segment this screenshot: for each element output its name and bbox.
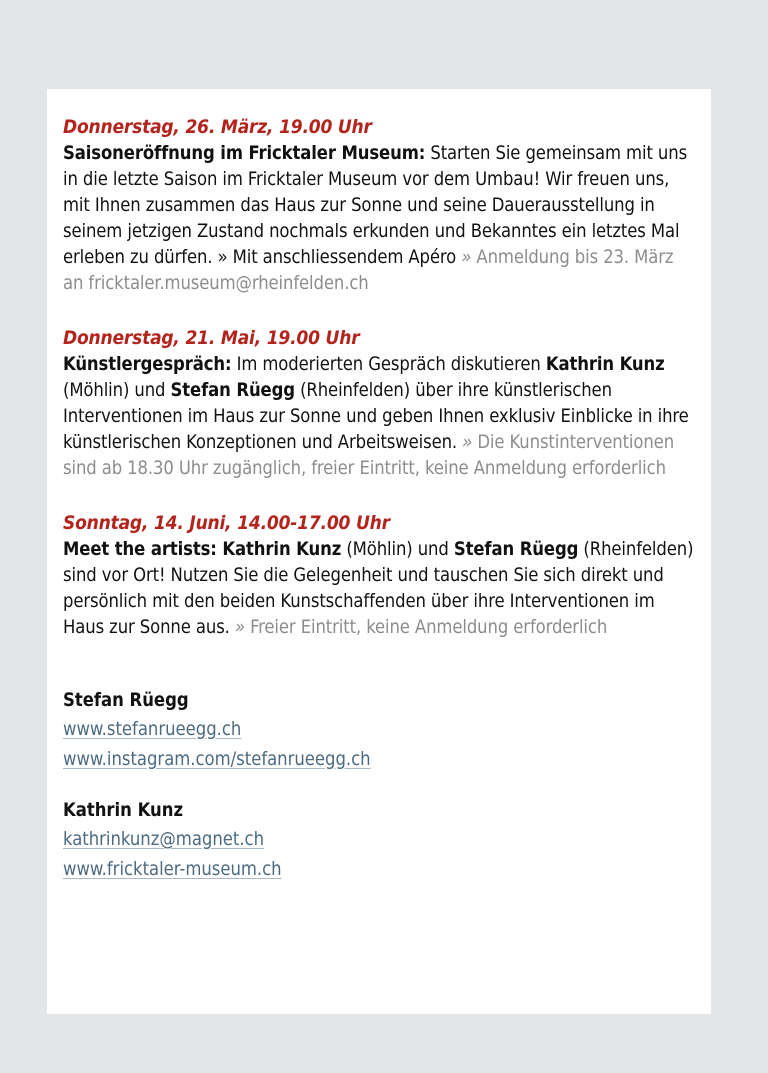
event-text: Im moderierten Gespräch diskutieren [231, 354, 546, 376]
note-text: Anmeldung bis 23. März an fricktaler.museum@rheinfelden.ch [63, 246, 674, 294]
artist-name: Stefan Rüegg [170, 380, 295, 402]
event-description [63, 537, 695, 641]
event-saisoneroeffnung [63, 114, 695, 296]
email-link[interactable]: kathrinkunz@magnet.ch [63, 828, 265, 850]
event-title: Künstlergespräch: [63, 354, 232, 376]
contact-kathrin-kunz [63, 797, 695, 885]
contact-name: Kathrin Kunz [63, 799, 184, 821]
event-text: (Rheinfelden) sind vor Ort! Nutzen Sie die Gelegenheit und tauschen Sie sich direkt und persönlich mit den beiden Kunstschaffenden über ihre Interventionen im Haus zur Sonne aus. [63, 538, 694, 638]
event-text: (Rheinfelden) über ihre künstlerischen Interventionen im Haus zur Sonne und geben Ihnen exklusiv Einblicke in ihre künstlerischen Konzeptionen und Arbeitsweisen. [63, 380, 689, 454]
event-meet-the-artists [63, 510, 695, 641]
note-text: Freier Eintritt, keine Anmeldung erforderlich [245, 616, 608, 638]
event-date: Donnerstag, 26. März, 19.00 Uhr [63, 116, 372, 138]
event-date: Donnerstag, 21. Mai, 19.00 Uhr [63, 327, 360, 350]
event-text: Starten Sie gemeinsam mit uns in die letzte Saison im Fricktaler Museum vor dem Umbau! Wir freuen uns, mit Ihnen zusammen das Haus zur Sonne und seine Dauerausstellung in seinem jetzigen Zustand nochmals erkunden und Bekanntes ein letztes Mal erleben zu dürfen. » Mit anschliessendem Apéro [63, 143, 688, 268]
note-arrow: » [234, 616, 245, 638]
event-title: Meet the artists: Kathrin Kunz [63, 538, 342, 560]
contact-name: Stefan Rüegg [63, 689, 189, 711]
contact-stefan-ruegg [63, 687, 695, 775]
artist-name: Stefan Rüegg [453, 538, 579, 560]
artist-name: Kathrin Kunz [545, 354, 665, 376]
event-description [63, 352, 695, 482]
event-text: (Möhlin) und [63, 380, 171, 402]
event-kuenstlergespraech [63, 325, 695, 482]
website-link[interactable]: www.fricktaler-museum.ch [63, 858, 282, 880]
event-date: Sonntag, 14. Juni, 14.00-17.00 Uhr [63, 511, 390, 534]
event-note [235, 617, 607, 638]
note-text: Die Kunstinterventionen sind ab 18.30 Uhr zugänglich, freier Eintritt, keine Anmeldung erforderlich [63, 432, 675, 480]
instagram-link[interactable]: www.instagram.com/stefanrueegg.ch [63, 748, 371, 770]
event-text: (Möhlin) und [341, 538, 454, 560]
event-card [47, 89, 711, 1014]
note-arrow: » [461, 246, 472, 268]
website-link[interactable]: www.stefanrueegg.ch [63, 718, 242, 740]
event-description [63, 141, 695, 296]
note-arrow: » [462, 432, 473, 454]
event-title: Saisoneröffnung im Fricktaler Museum: [63, 143, 426, 164]
contacts-section [63, 687, 695, 885]
